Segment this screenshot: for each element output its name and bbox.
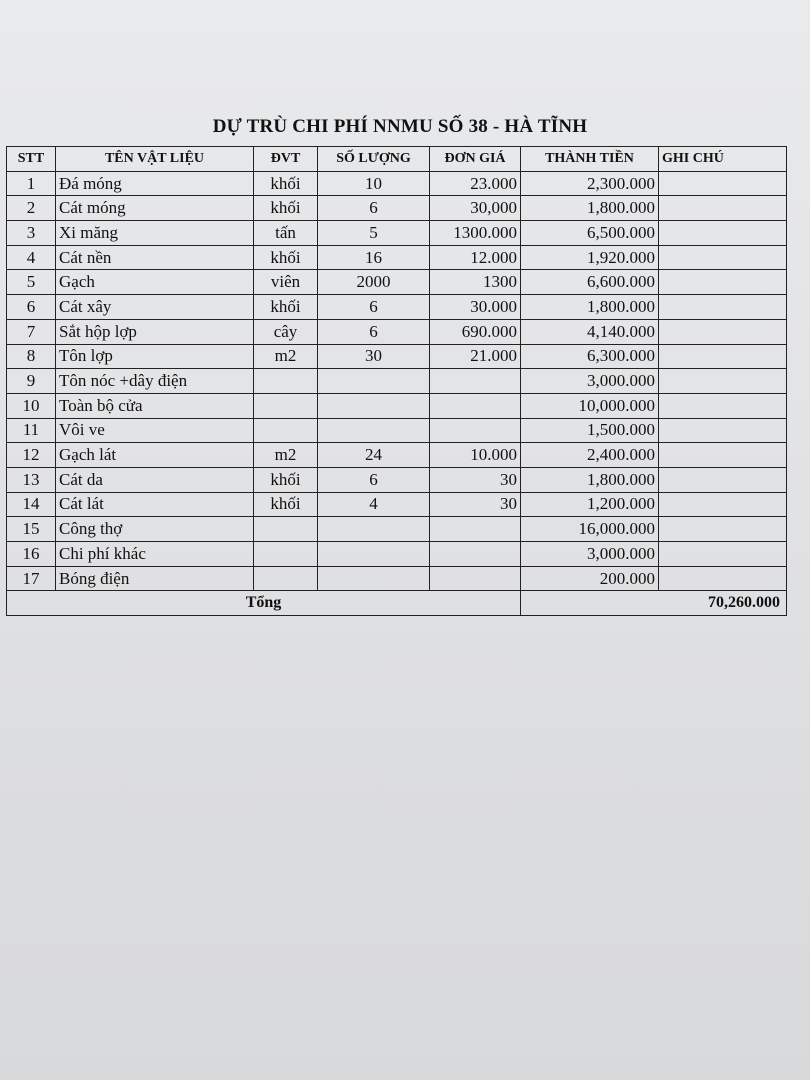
cell-stt: 13 bbox=[7, 467, 56, 492]
cell-unit-price: 10.000 bbox=[430, 443, 521, 468]
cell-note bbox=[659, 517, 787, 542]
cell-material-name: Toàn bộ cửa bbox=[56, 393, 254, 418]
cell-quantity bbox=[318, 566, 430, 591]
cell-stt: 9 bbox=[7, 369, 56, 394]
table-row bbox=[7, 492, 787, 517]
total-row bbox=[7, 591, 787, 616]
cell-unit: khối bbox=[254, 295, 318, 320]
total-value: 70,260.000 bbox=[521, 591, 787, 616]
cell-unit-price bbox=[430, 542, 521, 567]
cell-unit: khối bbox=[254, 245, 318, 270]
table-body bbox=[7, 171, 787, 591]
table-row bbox=[7, 270, 787, 295]
cell-quantity: 6 bbox=[318, 196, 430, 221]
cell-unit: m2 bbox=[254, 344, 318, 369]
cell-material-name: Cát nền bbox=[56, 245, 254, 270]
cell-amount: 2,400.000 bbox=[521, 443, 659, 468]
cell-amount: 2,300.000 bbox=[521, 171, 659, 196]
cell-amount: 16,000.000 bbox=[521, 517, 659, 542]
cell-unit bbox=[254, 566, 318, 591]
cell-unit: khối bbox=[254, 171, 318, 196]
cell-stt: 8 bbox=[7, 344, 56, 369]
cell-amount: 200.000 bbox=[521, 566, 659, 591]
cell-unit-price bbox=[430, 566, 521, 591]
cell-unit-price: 30 bbox=[430, 467, 521, 492]
total-label: Tổng bbox=[7, 591, 521, 616]
cell-stt: 15 bbox=[7, 517, 56, 542]
cell-unit: khối bbox=[254, 196, 318, 221]
cell-unit-price bbox=[430, 369, 521, 394]
cell-material-name: Cát da bbox=[56, 467, 254, 492]
cell-material-name: Tôn nóc +dây điện bbox=[56, 369, 254, 394]
table-row bbox=[7, 542, 787, 567]
cell-stt: 3 bbox=[7, 221, 56, 246]
cell-note bbox=[659, 443, 787, 468]
cell-quantity: 4 bbox=[318, 492, 430, 517]
cell-amount: 1,500.000 bbox=[521, 418, 659, 443]
cell-material-name: Cát móng bbox=[56, 196, 254, 221]
cell-stt: 2 bbox=[7, 196, 56, 221]
table-row bbox=[7, 171, 787, 196]
table-row bbox=[7, 517, 787, 542]
table-row bbox=[7, 319, 787, 344]
cell-amount: 1,200.000 bbox=[521, 492, 659, 517]
table-row bbox=[7, 467, 787, 492]
header-price: ĐƠN GIÁ bbox=[430, 147, 521, 172]
cell-unit-price: 23.000 bbox=[430, 171, 521, 196]
cell-quantity bbox=[318, 418, 430, 443]
cell-material-name: Công thợ bbox=[56, 517, 254, 542]
cell-quantity: 2000 bbox=[318, 270, 430, 295]
cell-quantity: 30 bbox=[318, 344, 430, 369]
table-row bbox=[7, 344, 787, 369]
cell-unit bbox=[254, 542, 318, 567]
cell-unit-price: 30.000 bbox=[430, 295, 521, 320]
cell-quantity bbox=[318, 393, 430, 418]
cell-note bbox=[659, 393, 787, 418]
cell-note bbox=[659, 319, 787, 344]
table-row bbox=[7, 196, 787, 221]
cell-material-name: Tôn lợp bbox=[56, 344, 254, 369]
cell-unit: m2 bbox=[254, 443, 318, 468]
cell-note bbox=[659, 344, 787, 369]
cell-amount: 6,500.000 bbox=[521, 221, 659, 246]
cell-unit-price: 690.000 bbox=[430, 319, 521, 344]
cell-unit: cây bbox=[254, 319, 318, 344]
cell-material-name: Gạch bbox=[56, 270, 254, 295]
cell-note bbox=[659, 467, 787, 492]
cell-material-name: Cát lát bbox=[56, 492, 254, 517]
cell-note bbox=[659, 566, 787, 591]
cell-material-name: Cát xây bbox=[56, 295, 254, 320]
cell-note bbox=[659, 418, 787, 443]
cell-quantity: 16 bbox=[318, 245, 430, 270]
cell-amount: 3,000.000 bbox=[521, 369, 659, 394]
cell-unit bbox=[254, 517, 318, 542]
cell-unit bbox=[254, 418, 318, 443]
cell-stt: 14 bbox=[7, 492, 56, 517]
header-amount: THÀNH TIỀN bbox=[521, 147, 659, 172]
header-name: TÊN VẬT LIỆU bbox=[56, 147, 254, 172]
cell-stt: 5 bbox=[7, 270, 56, 295]
cell-material-name: Gạch lát bbox=[56, 443, 254, 468]
cell-material-name: Đá móng bbox=[56, 171, 254, 196]
cell-quantity: 5 bbox=[318, 221, 430, 246]
cell-stt: 1 bbox=[7, 171, 56, 196]
header-stt: STT bbox=[7, 147, 56, 172]
cell-note bbox=[659, 221, 787, 246]
cell-unit: khối bbox=[254, 492, 318, 517]
cell-stt: 10 bbox=[7, 393, 56, 418]
cell-amount: 6,600.000 bbox=[521, 270, 659, 295]
cell-amount: 3,000.000 bbox=[521, 542, 659, 567]
cell-stt: 7 bbox=[7, 319, 56, 344]
cell-stt: 12 bbox=[7, 443, 56, 468]
cost-estimate-table bbox=[6, 146, 787, 616]
cell-amount: 1,920.000 bbox=[521, 245, 659, 270]
cell-unit-price: 30 bbox=[430, 492, 521, 517]
cell-note bbox=[659, 245, 787, 270]
cell-unit-price: 12.000 bbox=[430, 245, 521, 270]
cell-material-name: Sắt hộp lợp bbox=[56, 319, 254, 344]
cell-amount: 4,140.000 bbox=[521, 319, 659, 344]
cell-note bbox=[659, 295, 787, 320]
cell-stt: 16 bbox=[7, 542, 56, 567]
cell-material-name: Chi phí khác bbox=[56, 542, 254, 567]
table-row bbox=[7, 443, 787, 468]
cell-note bbox=[659, 542, 787, 567]
cell-quantity bbox=[318, 369, 430, 394]
cell-unit-price: 30,000 bbox=[430, 196, 521, 221]
cell-unit-price bbox=[430, 393, 521, 418]
cell-note bbox=[659, 492, 787, 517]
cell-note bbox=[659, 196, 787, 221]
cell-quantity bbox=[318, 542, 430, 567]
cell-unit: viên bbox=[254, 270, 318, 295]
cell-note bbox=[659, 270, 787, 295]
cell-unit: tấn bbox=[254, 221, 318, 246]
cell-quantity: 6 bbox=[318, 319, 430, 344]
header-unit: ĐVT bbox=[254, 147, 318, 172]
table-row bbox=[7, 393, 787, 418]
table-row bbox=[7, 295, 787, 320]
cell-amount: 1,800.000 bbox=[521, 196, 659, 221]
table-header-row bbox=[7, 147, 787, 172]
cell-material-name: Bóng điện bbox=[56, 566, 254, 591]
cell-unit-price: 1300.000 bbox=[430, 221, 521, 246]
cell-stt: 4 bbox=[7, 245, 56, 270]
cell-unit bbox=[254, 393, 318, 418]
cell-material-name: Xi măng bbox=[56, 221, 254, 246]
header-note: GHI CHÚ bbox=[659, 147, 787, 172]
table-row bbox=[7, 221, 787, 246]
cell-unit: khối bbox=[254, 467, 318, 492]
cell-amount: 1,800.000 bbox=[521, 295, 659, 320]
cell-amount: 1,800.000 bbox=[521, 467, 659, 492]
cell-unit-price bbox=[430, 517, 521, 542]
cell-stt: 11 bbox=[7, 418, 56, 443]
table-row bbox=[7, 369, 787, 394]
cell-note bbox=[659, 171, 787, 196]
cell-quantity bbox=[318, 517, 430, 542]
table-row bbox=[7, 418, 787, 443]
document-title: DỰ TRÙ CHI PHÍ NNMU SỐ 38 - HÀ TĨNH bbox=[212, 116, 588, 137]
cell-unit-price: 1300 bbox=[430, 270, 521, 295]
cell-material-name: Vôi ve bbox=[56, 418, 254, 443]
cell-unit bbox=[254, 369, 318, 394]
cell-amount: 6,300.000 bbox=[521, 344, 659, 369]
cell-quantity: 6 bbox=[318, 295, 430, 320]
cell-stt: 17 bbox=[7, 566, 56, 591]
cell-unit-price bbox=[430, 418, 521, 443]
cell-quantity: 6 bbox=[318, 467, 430, 492]
table-row bbox=[7, 566, 787, 591]
cell-note bbox=[659, 369, 787, 394]
cell-quantity: 10 bbox=[318, 171, 430, 196]
cell-quantity: 24 bbox=[318, 443, 430, 468]
table-row bbox=[7, 245, 787, 270]
cell-stt: 6 bbox=[7, 295, 56, 320]
header-qty: SỐ LƯỢNG bbox=[318, 147, 430, 172]
cell-amount: 10,000.000 bbox=[521, 393, 659, 418]
cell-unit-price: 21.000 bbox=[430, 344, 521, 369]
